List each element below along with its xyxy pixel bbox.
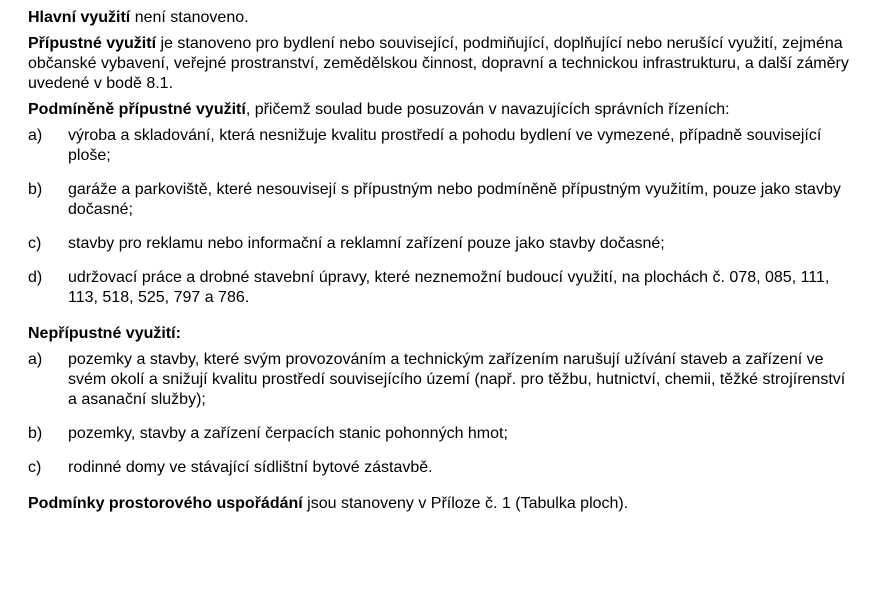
list-marker: b) <box>28 181 43 198</box>
prohibited-use-heading: Nepřípustné využití: <box>28 325 181 342</box>
list-marker: c) <box>28 235 42 252</box>
list-item-text: pozemky a stavby, které svým provozováním a technickým zařízením narušují užívání staveb a zařízení ve svém okolí a snižují kvalitu prostředí souvisejícího území (např. pro těžbu, hutnictví, chemii, těžké strojírenství a asanační služby); <box>68 351 846 408</box>
list-item-text: výroba a skladování, která nesnižuje kvalitu prostředí a pohodu bydlení ve vymezené, případně související ploše; <box>68 127 822 164</box>
list-marker: c) <box>28 459 42 476</box>
list-item <box>28 126 856 166</box>
list-marker: d) <box>28 269 43 286</box>
list-item <box>28 234 856 254</box>
permitted-use-text: je stanoveno pro bydlení nebo související, podmiňující, doplňující nebo nerušící využití, zejména občanské vybavení, veřejné prostranství, zemědělskou činnost, dopravní a technickou infrastrukturu, a další záměry uvedené v bodě 8.1. <box>28 35 849 92</box>
list-item-text: stavby pro reklamu nebo informační a reklamní zařízení pouze jako stavby dočasné; <box>68 235 665 252</box>
main-use-label: Hlavní využití <box>28 9 131 26</box>
list-item <box>28 180 856 220</box>
list-item <box>28 458 856 478</box>
permitted-use-paragraph <box>28 34 856 94</box>
spatial-conditions-paragraph <box>28 494 856 514</box>
spatial-conditions-text: jsou stanoveny v Příloze č. 1 (Tabulka ploch). <box>302 495 629 512</box>
permitted-use-label: Přípustné využití <box>28 35 157 52</box>
main-use-paragraph <box>28 8 856 28</box>
list-marker: a) <box>28 127 43 144</box>
list-item-text: garáže a parkoviště, které nesouvisejí s přípustným nebo podmíněně přípustným využitím, pouze jako stavby dočasné; <box>68 181 841 218</box>
conditional-use-label: Podmíněně přípustné využití <box>28 101 246 118</box>
list-item-text: pozemky, stavby a zařízení čerpacích stanic pohonných hmot; <box>68 425 508 442</box>
list-marker: a) <box>28 351 43 368</box>
conditional-use-text: , přičemž soulad bude posuzován v navazujících správních řízeních: <box>245 101 730 118</box>
list-item <box>28 268 856 308</box>
list-item <box>28 424 856 444</box>
main-use-text: není stanoveno. <box>130 9 249 26</box>
conditional-use-list <box>28 126 856 308</box>
list-item-text: rodinné domy ve stávající sídlištní bytové zástavbě. <box>68 459 433 476</box>
spatial-conditions-label: Podmínky prostorového uspořádání <box>28 495 303 512</box>
list-item <box>28 350 856 410</box>
prohibited-use-list <box>28 350 856 478</box>
conditional-use-paragraph <box>28 100 856 120</box>
list-item-text: udržovací práce a drobné stavební úpravy, které neznemožní budoucí využití, na plochách č. 078, 085, 111, 113, 518, 525, 797 a 786. <box>68 269 830 306</box>
list-marker: b) <box>28 425 43 442</box>
